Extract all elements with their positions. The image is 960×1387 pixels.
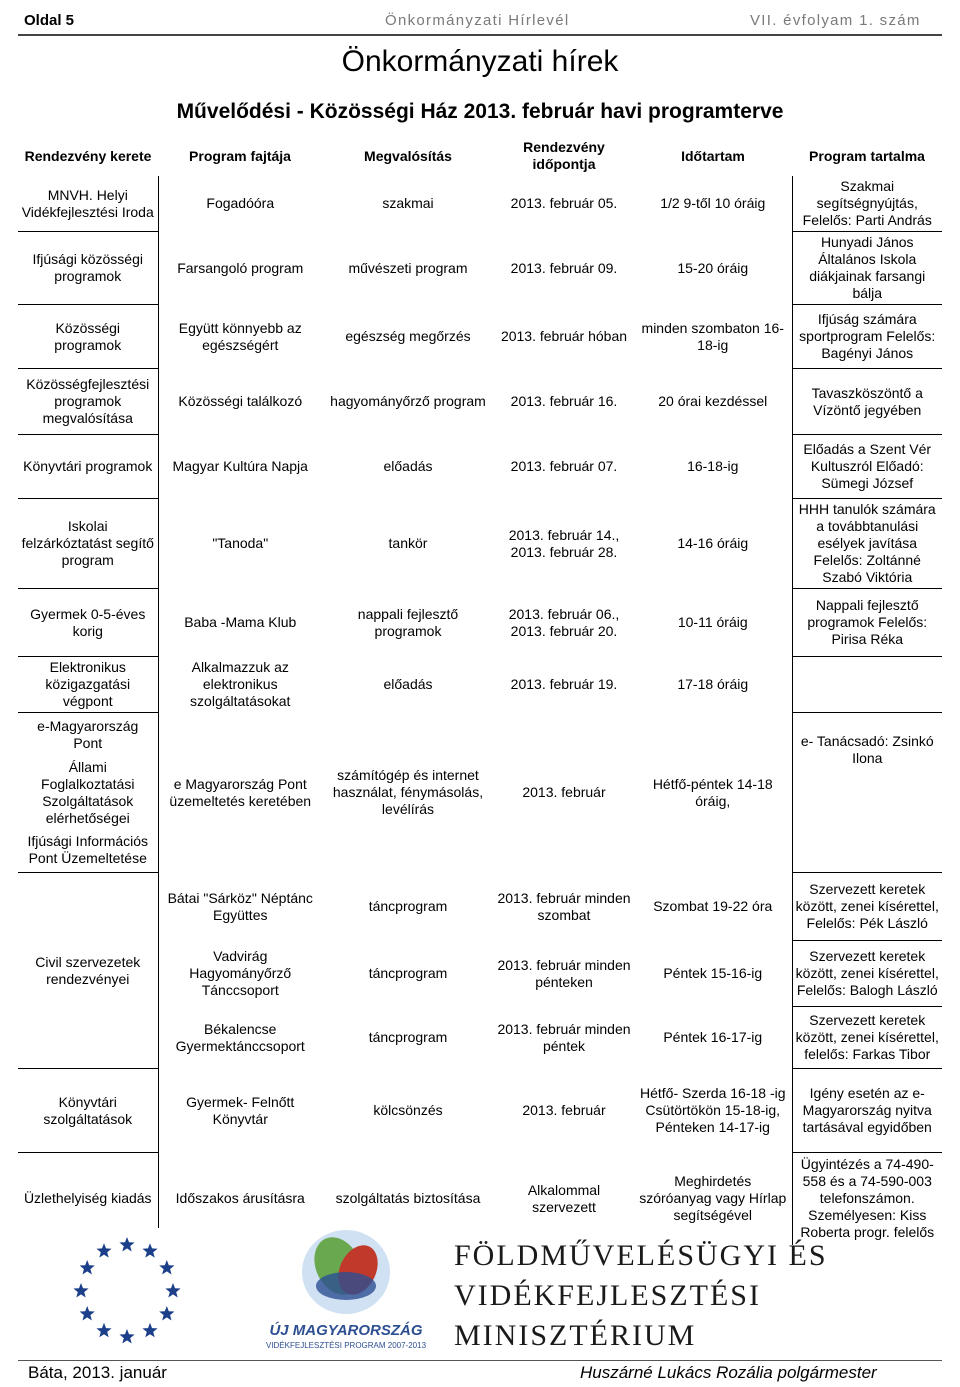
star-icon [159,1306,174,1321]
table-row [18,873,942,941]
cell-type: Vadvirág Hagyományőrző Tánccsoport [189,948,292,998]
cell-content: Igény esetén az e-Magyarország nyitva tartásával egyidőben [792,1069,942,1153]
cell-date: 2013. február 07. [510,458,618,474]
cell-framework: Állami Foglalkoztatási Szolgáltatások elérhetőségei [18,757,158,829]
cell-implementation: nappali fejlesztő programok [357,605,459,639]
program-table [18,136,942,1245]
cell-type: Gyermek- Felnőtt Könyvtár [186,1093,295,1127]
cell-duration: 17-18 óráig [677,676,749,692]
table-row [18,499,942,589]
cell-framework: Gyermek 0-5-éves korig [18,589,158,657]
um-program-subtitle: VIDÉKFEJLESZTÉSI PROGRAM 2007-2013 [265,1341,427,1350]
cell-type: Farsangoló program [177,259,304,276]
cell-type: Közösségi találkozó [178,393,303,409]
cell-type: Alkalmazzuk az elektronikus szolgáltatásokat [190,659,291,709]
column-header: Rendezvény kerete [24,147,152,164]
cell-duration: 20 órai kezdéssel [658,393,768,409]
cell-date: 2013. február minden pénteken [497,956,631,990]
cell-type: Békalencse Gyermektánccsoport [175,1020,305,1054]
cell-content: e- Tanácsadó: Zsinkó Ilona [792,713,942,873]
star-icon [96,1323,111,1338]
cell-duration: Meghirdetés szóróanyag vagy Hírlap segítségével [639,1173,787,1223]
cell-framework: Elektronikus közigazgatási végpont [18,657,158,713]
star-icon [142,1323,157,1338]
footer-place-date: Báta, 2013. január [28,1363,167,1382]
cell-framework: Közösségfejlesztési programok megvalósítása [18,369,158,435]
cell-content: Ifjúság számára sportprogram Felelős: Bagényi János [792,305,942,369]
star-icon [159,1260,174,1275]
star-icon [119,1237,134,1252]
eu-stars-icon [32,1228,222,1354]
cell-implementation: hagyományőrző program [330,393,486,409]
cell-date: 2013. február minden szombat [497,889,631,923]
page-title: Önkormányzati hírek [341,45,619,78]
column-header: Rendezvény időpontja [523,139,605,172]
cell-type: Magyar Kultúra Napja [172,458,308,474]
table-row [18,176,942,232]
star-icon [80,1260,95,1275]
cell-duration: Hétfő-péntek 14-18 óráig, [652,775,773,809]
table-row [18,657,942,713]
uj-magyarorszag-logo [246,1226,446,1358]
cell-content: Ügyintézés a 74-490-558 és a 74-590-003 telefonszámon. Személyesen: Kiss Roberta progr. felelős [792,1153,942,1245]
table-row [18,435,942,499]
cell-date: 2013. február 16. [510,393,618,409]
ministry-line: FÖLDMŰVELÉSÜGYI ÉS [454,1239,828,1272]
table-row [18,589,942,657]
star-icon [96,1243,111,1257]
cell-framework: Üzlethelyiség kiadás [18,1153,158,1245]
cell-framework: Iskolai felzárkóztatást segítő program [18,499,158,589]
table-row [18,232,942,305]
cell-type: Fogadóóra [206,195,275,212]
star-icon [119,1329,134,1344]
column-header: Időtartam [681,147,745,164]
cell-implementation: kölcsönzés [373,1102,443,1118]
cell-framework: Civil szervezetek rendezvényei [18,873,158,1069]
cell-implementation: táncprogram [368,1029,448,1045]
cell-implementation: szolgáltatás biztosítása [335,1190,481,1206]
cell-duration: Péntek 15-16-ig [663,965,763,981]
star-icon [142,1243,157,1257]
cell-content: Szervezett keretek között, zenei kísérettel, Felelős: Balogh László [792,941,942,1007]
cell-implementation: egészség megőrzés [345,328,471,344]
cell-date: 2013. február 19. [510,676,618,692]
cell-type: Együtt könnyebb az egészségért [178,319,302,353]
star-icon [73,1283,88,1298]
column-header: Program tartalma [809,147,925,164]
cell-type: Időszakos árusításra [175,1190,305,1206]
volume-label: VII. évfolyam 1. szám [750,12,921,29]
cell-duration: Péntek 16-17-ig [663,1029,763,1045]
section-title: Művelődési - Közösségi Ház 2013. február havi programterve [176,100,784,123]
cell-framework: Könyvtári szolgáltatások [18,1069,158,1153]
table-row [18,305,942,369]
header-rule [18,34,942,36]
cell-duration: minden szombaton 16-18-ig [641,319,784,353]
cell-date: 2013. február [522,784,606,800]
star-icon [80,1306,95,1321]
cell-framework: Ifjúsági közösségi programok [18,232,158,305]
cell-implementation: táncprogram [368,965,448,981]
page-header [0,0,960,38]
cell-content: Szakmai segítségnyújtás, Felelős: Parti András [792,176,942,232]
column-header: Program fajtája [189,147,291,164]
cell-date: Alkalommal szervezett [527,1181,601,1215]
leaf-emblem-icon [246,1226,446,1322]
publication-name: Önkormányzati Hírlevél [385,12,570,29]
table-header-row [18,136,942,176]
cell-type: Bátai "Sárköz" Néptánc Együttes [167,889,313,923]
cell-content: Nappali fejlesztő programok Felelős: Pirisa Réka [792,589,942,657]
cell-framework: Közösségi programok [18,305,158,369]
cell-framework: Ifjúsági Információs Pont Üzemeltetése [18,829,158,873]
cell-implementation: szakmai [382,195,434,212]
cell-framework: Könyvtári programok [18,435,158,499]
cell-implementation: táncprogram [368,898,448,914]
cell-date: 2013. február 05. [510,195,618,212]
cell-implementation: előadás [383,458,433,474]
cell-framework: e-Magyarország Pont [18,713,158,757]
cell-content: Hunyadi János Általános Iskola diákjainak farsangi bálja [792,232,942,305]
cell-content: Előadás a Szent Vér Kultuszról Előadó: Sümegi József [792,435,942,499]
cell-content: Tavaszköszöntő a Vízöntő jegyében [792,369,942,435]
cell-date: 2013. február [522,1102,606,1118]
cell-type: e Magyarország Pont üzemeltetés keretében [169,775,312,809]
cell-content [792,657,942,713]
eu-stars-logo [32,1228,222,1354]
cell-duration: 14-16 óráig [677,535,749,551]
ministry-line: MINISZTÉRIUM [454,1319,697,1352]
cell-duration: Szombat 19-22 óra [653,898,773,914]
cell-content: HHH tanulók számára a továbbtanulási esélyek javítása Felelős: Zoltánné Szabó Viktória [792,499,942,589]
cell-date: 2013. február 06., 2013. február 20. [508,605,620,639]
cell-implementation: számítógép és internet használat, fénymásolás, levélírás [332,767,484,817]
cell-type: "Tanoda" [212,535,269,551]
ministry-logo [454,1236,844,1356]
cell-duration: 16-18-ig [687,458,739,474]
cell-duration: Hétfő- Szerda 16-18 -ig Csütörtökön 15-18-ig, Pénteken 14-17-ig [639,1085,786,1135]
cell-date: 2013. február 09. [510,259,618,276]
cell-content: Szervezett keretek között, zenei kísérettel, Felelős: Pék László [792,873,942,941]
table-row [18,369,942,435]
star-icon [165,1283,180,1298]
page-number: Oldal 5 [24,12,75,29]
logo-strip [18,1222,942,1362]
cell-duration: 15-20 óráig [677,259,749,276]
table-row [18,713,942,757]
um-program-title: ÚJ MAGYARORSZÁG [269,1322,423,1339]
cell-date: 2013. február 14., 2013. február 28. [508,526,620,560]
cell-content: Szervezett keretek között, zenei kísérettel, felelős: Farkas Tibor [792,1007,942,1069]
cell-date: 2013. február hóban [500,328,628,344]
cell-implementation: előadás [383,676,433,692]
cell-implementation: tankör [388,535,428,551]
column-header: Megvalósítás [364,147,452,164]
cell-duration: 10-11 óráig [677,614,748,630]
cell-framework: MNVH. Helyi Vidékfejlesztési Iroda [18,176,158,232]
table-row [18,1069,942,1153]
footer-rule [18,1360,942,1361]
ministry-line: VIDÉKFEJLESZTÉSI [454,1279,761,1312]
footer-signature: Huszárné Lukács Rozália polgármester [580,1363,877,1382]
cell-date: 2013. február minden péntek [497,1020,631,1054]
cell-type: Baba -Mama Klub [184,614,297,630]
cell-duration: 1/2 9-től 10 óráig [660,195,766,212]
cell-implementation: művészeti program [348,259,468,276]
